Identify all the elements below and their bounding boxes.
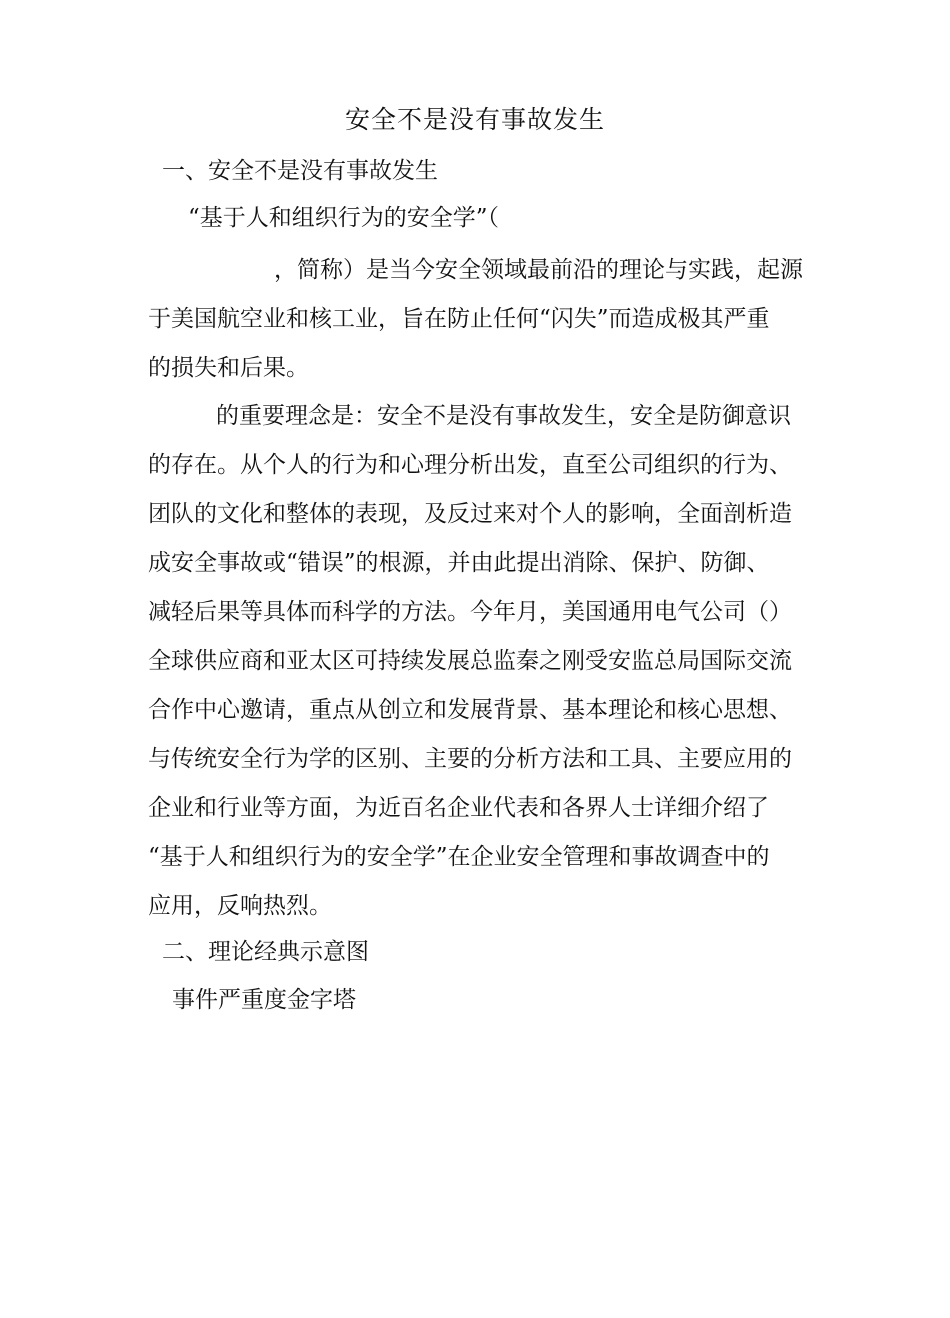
section-heading-1: 一、安全不是没有事故发生 — [162, 158, 438, 184]
quote-line: “基于人和组织行为的安全学”（ — [188, 205, 500, 231]
paragraph-line: 与传统安全行为学的区别、主要的分析方法和工具、主要应用的 — [148, 746, 792, 772]
paragraph-line: 于美国航空业和核工业，旨在防止任何“闪失”而造成极其严重 — [148, 306, 770, 332]
paragraph-line: 的损失和后果。 — [148, 355, 309, 381]
paragraph-2 — [148, 392, 810, 931]
paragraph-line: ，简称）是当今安全领域最前沿的理论与实践，起源 — [274, 257, 803, 283]
paragraph-line: “基于人和组织行为的安全学”在企业安全管理和事故调查中的 — [148, 844, 770, 870]
section-heading-2: 二、理论经典示意图 — [162, 939, 369, 965]
paragraph-line: 的存在。从个人的行为和心理分析出发，直至公司组织的行为、 — [148, 452, 792, 478]
paragraph-line: 企业和行业等方面，为近百名企业代表和各界人士详细介绍了 — [148, 795, 769, 821]
document-title: 安全不是没有事故发生 — [344, 105, 605, 134]
paragraph-1 — [148, 246, 810, 393]
paragraph-line: 应用，反响热烈。 — [148, 893, 332, 919]
paragraph-line: 减轻后果等具体而科学的方法。今年月，美国通用电气公司（） — [148, 599, 792, 625]
sub-heading: 事件严重度金字塔 — [172, 987, 356, 1013]
paragraph-line: 团队的文化和整体的表现，及反过来对个人的影响，全面剖析造 — [148, 501, 792, 527]
paragraph-line: 合作中心邀请，重点从创立和发展背景、基本理论和核心思想、 — [148, 697, 792, 723]
paragraph-line: 成安全事故或“错误”的根源，并由此提出消除、保护、防御、 — [148, 550, 770, 576]
paragraph-line: 的重要理念是：安全不是没有事故发生，安全是防御意识 — [216, 403, 791, 429]
paragraph-line: 全球供应商和亚太区可持续发展总监秦之刚受安监总局国际交流 — [148, 648, 792, 674]
